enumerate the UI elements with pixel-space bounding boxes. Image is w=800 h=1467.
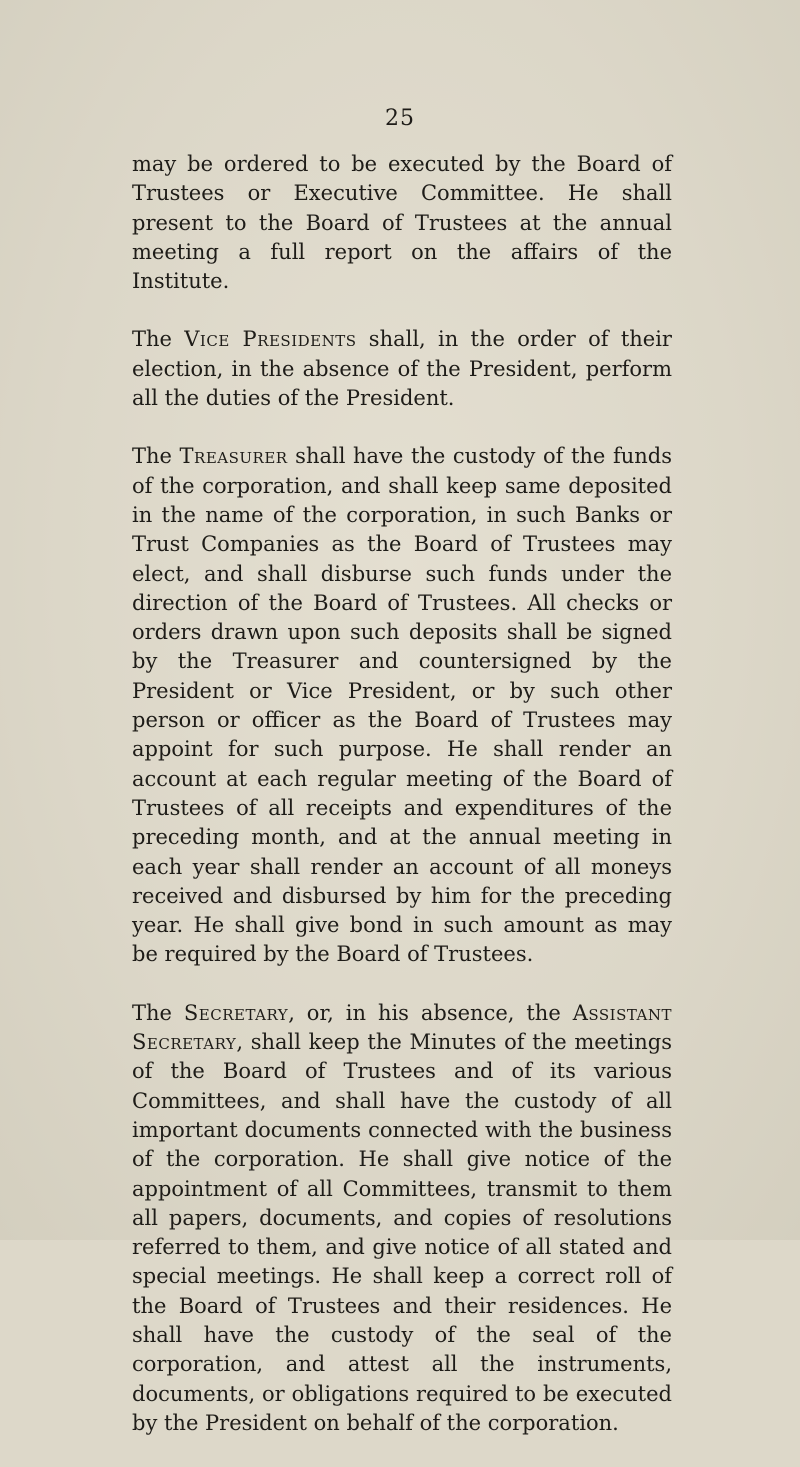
paragraph-3-rest: shall have the custody of the funds of the corporation, and shall keep same deposited in the name of the corporation, in such Banks or Trust Companies as the Board of Trustees may elect, and shall disburse such funds under the direction of the Board of Trustees. All checks or orders drawn upon such deposits shall be signed by the Treasurer and countersigned by the President or Vice President, or by such other person or officer as the Board of Trustees may appoint for such purpose. He shall render an account at each regular meeting of the Board of Trustees of all receipts and expenditures of the preceding month, and at the annual meeting in each year shall render an account of all moneys received and disbursed by him for the preceding year. He shall give bond in such amount as may be required by the Board of Trustees. <box>132 444 672 967</box>
term-treasurer: Treasurer <box>179 444 288 469</box>
paragraph-3-lead: The <box>132 444 180 469</box>
term-assistant-secretary: Assistant Secretary <box>132 1000 672 1055</box>
paragraph-4-middle: , or, in his absence, the <box>288 1000 573 1025</box>
paragraph-continuation <box>132 150 672 296</box>
page-number: 25 <box>385 106 415 131</box>
paragraph-4-lead: The <box>132 1000 184 1025</box>
paragraph-4-rest: , shall keep the Minutes of the meetings of the Board of Trustees and of its various Committees, and shall have the custody of all important documents connected with the business of the corporation. He shall give notice of the appointment of all Committees, transmit to them all papers, documents, and copies of resolutions referred to them, and give notice of all stated and special meetings. He shall keep a correct roll of the Board of Trustees and their residences. He shall have the custody of the seal of the corporation, and attest all the instruments, documents, or obligations required to be executed by the President on behalf of the corporation. <box>132 1030 672 1435</box>
paragraph-2-rest: shall, in the order of their election, in the absence of the President, perform all the duties of the President. <box>132 327 672 411</box>
paragraph-treasurer <box>132 442 672 969</box>
body-text <box>132 150 672 1467</box>
paragraph-vice-presidents <box>132 325 672 413</box>
paragraph-2-lead: The <box>132 327 185 352</box>
paragraph-1-text: may be ordered to be executed by the Board of Trustees or Executive Committee. He shall present to the Board of Trustees at the annual meeting a full report on the affairs of the Institute. <box>132 152 672 294</box>
term-vice-presidents: Vice Presidents <box>184 327 357 352</box>
term-secretary: Secretary <box>183 1000 289 1025</box>
paragraph-secretary <box>132 999 672 1438</box>
